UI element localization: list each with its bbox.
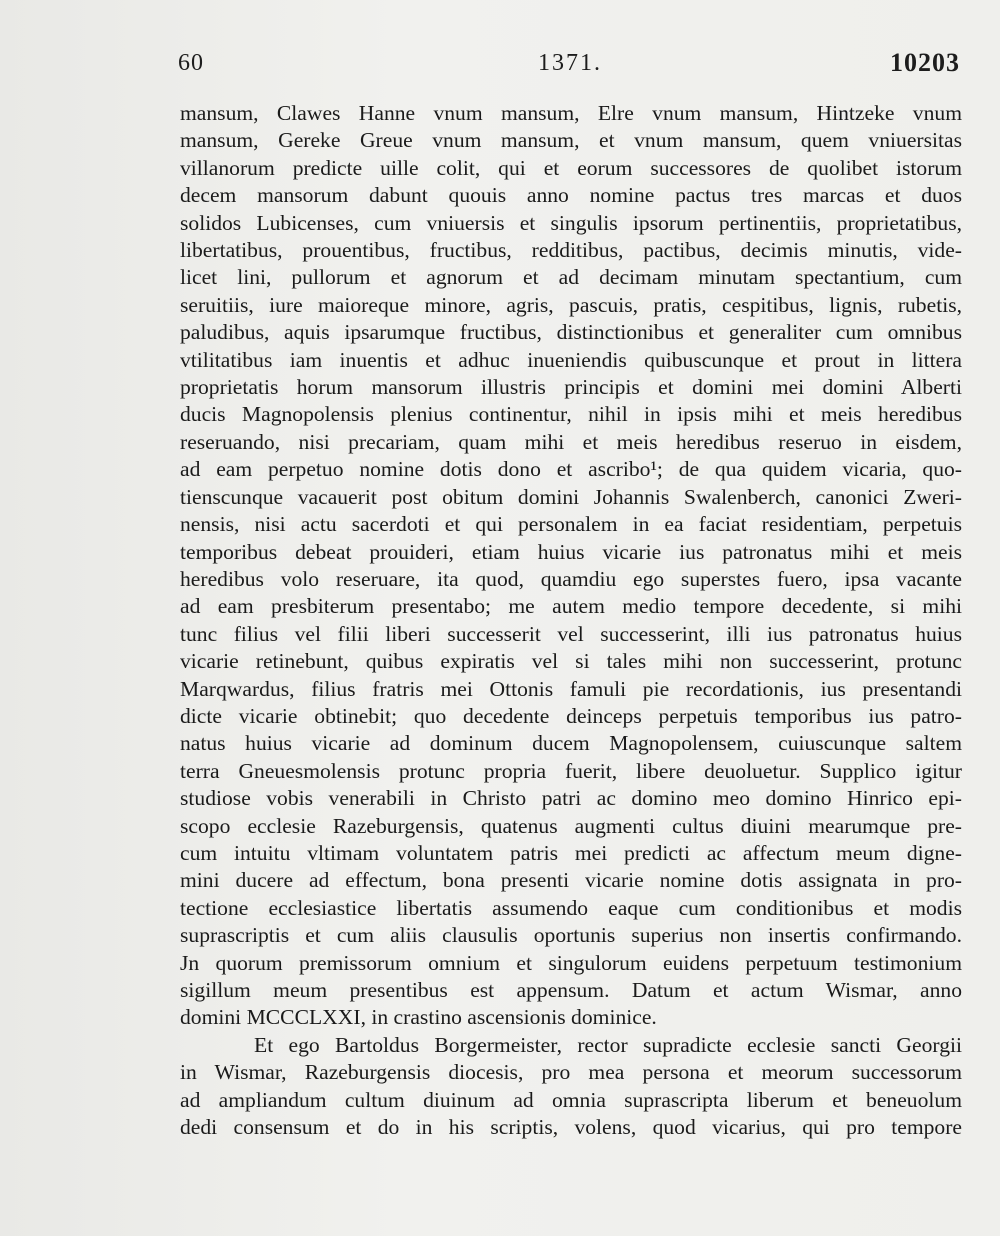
- text-line: cum intuitu vltimam voluntatem patris mei predicti ac affectum meum digne-: [180, 840, 962, 865]
- text-line: licet lini, pullorum et agnorum et ad decimam minutam spectantium, cum: [180, 265, 962, 290]
- text-line: villanorum predicte uille colit, qui et eorum successores de quolibet istorum: [180, 155, 962, 180]
- text-line: reseruando, nisi precariam, quam mihi et meis heredibus reseruo in eisdem,: [180, 429, 962, 454]
- text-line: mini ducere ad effectum, bona presenti vicarie nomine dotis assignata in pro-: [180, 868, 962, 893]
- text-line: terra Gneuesmolensis protunc propria fuerit, libere deuoluetur. Supplico igitur: [180, 758, 962, 783]
- text-line: Marqwardus, filius fratris mei Ottonis famuli pie recordationis, ius presentandi: [180, 676, 962, 701]
- text-line: dicte vicarie obtinebit; quo decedente deinceps perpetuis temporibus ius patro-: [180, 703, 962, 728]
- text-line: ad eam presbiterum presentabo; me autem medio tempore decedente, si mihi: [180, 594, 962, 619]
- text-line: temporibus debeat prouideri, etiam huius vicarie ius patronatus mihi et meis: [180, 539, 962, 564]
- text-line: seruitiis, iure maioreque minore, agris, pascuis, pratis, cespitibus, lignis, rubetis,: [180, 292, 962, 317]
- text-line: paludibus, aquis ipsarumque fructibus, distinctionibus et generaliter cum omnibus: [180, 320, 962, 345]
- text-line: scopo ecclesie Razeburgensis, quatenus augmenti cultus diuini mearumque pre-: [180, 813, 962, 838]
- text-line: vtilitatibus iam inuentis et adhuc inueniendis quibuscunque et prout in littera: [180, 347, 962, 372]
- text-line: ad ampliandum cultum diuinum ad omnia suprascripta liberum et beneuolum: [180, 1087, 962, 1112]
- text-line: natus huius vicarie ad dominum ducem Magnopolensem, cuiuscunque saltem: [180, 731, 962, 756]
- page-header: [178, 50, 960, 90]
- text-line: tienscunque vacauerit post obitum domini Johannis Swalenberch, canonici Zweri-: [180, 484, 962, 509]
- text-line: dedi consensum et do in his scriptis, volens, quod vicarius, qui pro tempore: [180, 1115, 962, 1140]
- text-line: tectione ecclesiastice libertatis assumendo eaque cum conditionibus et modis: [180, 895, 962, 920]
- year-heading: 1371.: [538, 50, 602, 76]
- text-line: nensis, nisi actu sacerdoti et qui personalem in ea faciat residentiam, perpetuis: [180, 512, 962, 537]
- text-line: in Wismar, Razeburgensis diocesis, pro mea persona et meorum successorum: [180, 1060, 962, 1085]
- text-line: Jn quorum premissorum omnium et singulorum euidens perpetuum testimonium: [180, 950, 962, 975]
- document-number: 10203: [890, 48, 960, 77]
- text-line: ad eam perpetuo nomine dotis dono et ascribo¹; de qua quidem vicaria, quo-: [180, 457, 962, 482]
- paragraph-consent: [180, 1032, 962, 1142]
- text-line: Et ego Bartoldus Borgermeister, rector supradicte ecclesie sancti Georgii: [254, 1032, 962, 1057]
- text-line: heredibus volo reseruare, ita quod, quamdiu ego superstes fuero, ipsa vacante: [180, 566, 962, 591]
- text-line: mansum, Gereke Greue vnum mansum, et vnum mansum, quem vniuersitas: [180, 128, 962, 153]
- text-line: solidos Lubicenses, cum vniuersis et singulis ipsorum pertinentiis, proprietatibus,: [180, 210, 962, 235]
- text-line: tunc filius vel filii liberi successerit vel successerint, illi ius patronatus huius: [180, 621, 962, 646]
- text-line: mansum, Clawes Hanne vnum mansum, Elre vnum mansum, Hintzeke vnum: [180, 101, 962, 125]
- body-text: [180, 100, 962, 1141]
- text-line: suprascriptis et cum aliis clausulis oportunis superius non insertis confirmando.: [180, 923, 962, 948]
- text-line: ducis Magnopolensis plenius continentur, nihil in ipsis mihi et meis heredibus: [180, 402, 962, 427]
- text-line: vicarie retinebunt, quibus expiratis vel si tales mihi non successerint, protunc: [180, 649, 962, 674]
- text-line: decem mansorum dabunt quouis anno nomine pactus tres marcas et duos: [180, 183, 962, 208]
- text-line: libertatibus, prouentibus, fructibus, redditibus, pactibus, decimis minutis, vide-: [180, 238, 962, 263]
- paragraph-charter-text: [180, 100, 962, 1032]
- text-line: sigillum meum presentibus est appensum. Datum et actum Wismar, anno: [180, 978, 962, 1002]
- text-line: proprietatis horum mansorum illustris principis et domini mei domini Alberti: [180, 375, 962, 400]
- text-line: domini MCCCLXXI, in crastino ascensionis dominice.: [180, 1005, 657, 1030]
- text-line: studiose vobis venerabili in Christo patri ac domino meo domino Hinrico epi-: [180, 786, 962, 811]
- page-number: 60: [178, 50, 204, 76]
